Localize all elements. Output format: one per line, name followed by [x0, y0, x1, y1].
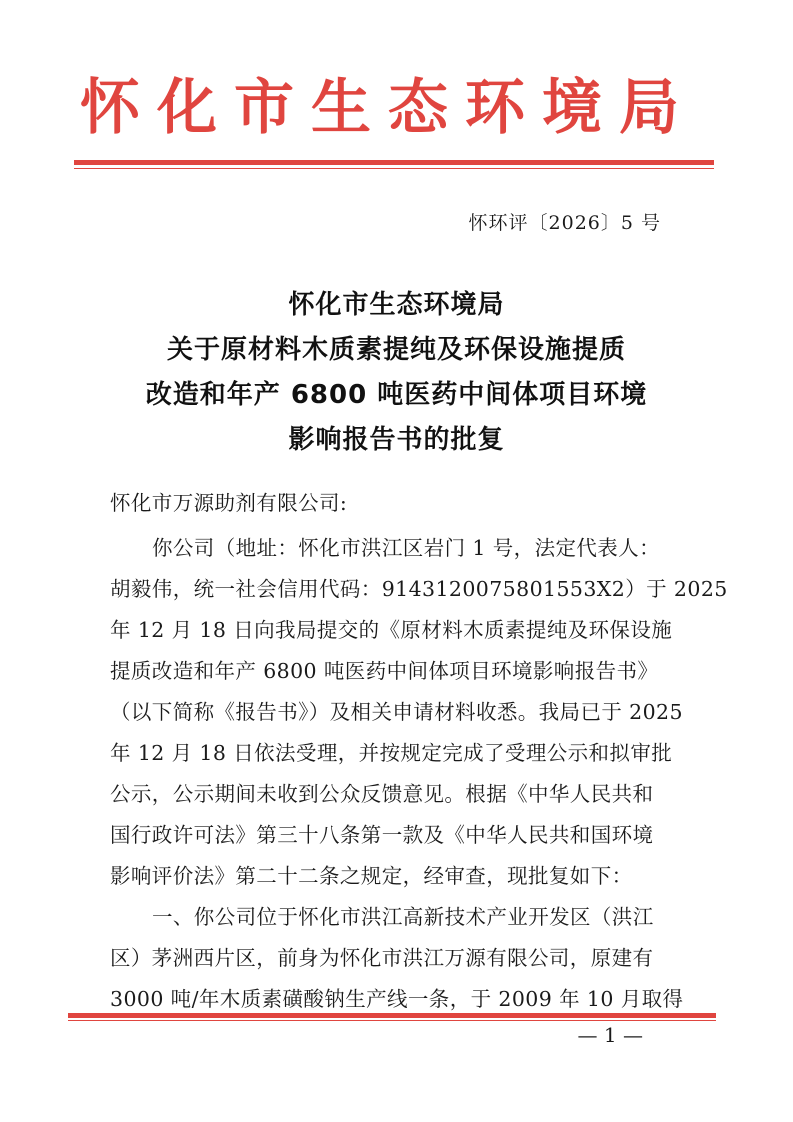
body-line: 年 12 月 18 日依法受理，并按规定完成了受理公示和拟审批	[110, 741, 673, 765]
body-line: 公示，公示期间未收到公众反馈意见。根据《中华人民共和	[110, 782, 654, 806]
header-red-rule-thin	[74, 168, 714, 169]
footer-red-rule	[68, 1013, 716, 1018]
salutation: 怀化市万源助剂有限公司:	[110, 491, 348, 515]
title-line-1: 怀化市生态环境局	[288, 290, 505, 320]
body-line: 胡毅伟，统一社会信用代码：9143120075801553X2）于 2025	[110, 577, 728, 601]
body-line: 年 12 月 18 日向我局提交的《原材料木质素提纯及环保设施	[110, 618, 673, 642]
body-line: 国行政许可法》第三十八条第一款及《中华人民共和国环境	[110, 823, 654, 847]
title-line-2: 关于原材料木质素提纯及环保设施提质	[166, 335, 626, 365]
body-line: 区）茅洲西片区，前身为怀化市洪江万源有限公司，原建有	[110, 946, 654, 970]
body-line: （以下简称《报告书》）及相关申请材料收悉。我局已于 2025	[110, 700, 683, 724]
footer-red-rule-thin	[68, 1020, 716, 1021]
body-line: 3000 吨/年木质素磺酸钠生产线一条，于 2009 年 10 月取得	[110, 987, 684, 1011]
title-line-4: 影响报告书的批复	[288, 425, 505, 455]
document-number: 怀环评〔2026〕5 号	[468, 212, 661, 234]
header-red-rule	[74, 160, 714, 165]
body-line: 提质改造和年产 6800 吨医药中间体项目环境影响报告书》	[110, 659, 659, 683]
body-line: 一、你公司位于怀化市洪江高新技术产业开发区（洪江	[152, 905, 654, 929]
agency-name-header: 怀化市生态环境局	[80, 73, 696, 143]
page-number: — 1 —	[577, 1023, 643, 1047]
title-line-3: 改造和年产 6800 吨医药中间体项目环境	[145, 380, 648, 410]
body-line: 影响评价法》第二十二条之规定，经审查，现批复如下：	[110, 864, 633, 888]
body-line: 你公司（地址：怀化市洪江区岩门 1 号，法定代表人：	[152, 536, 660, 560]
